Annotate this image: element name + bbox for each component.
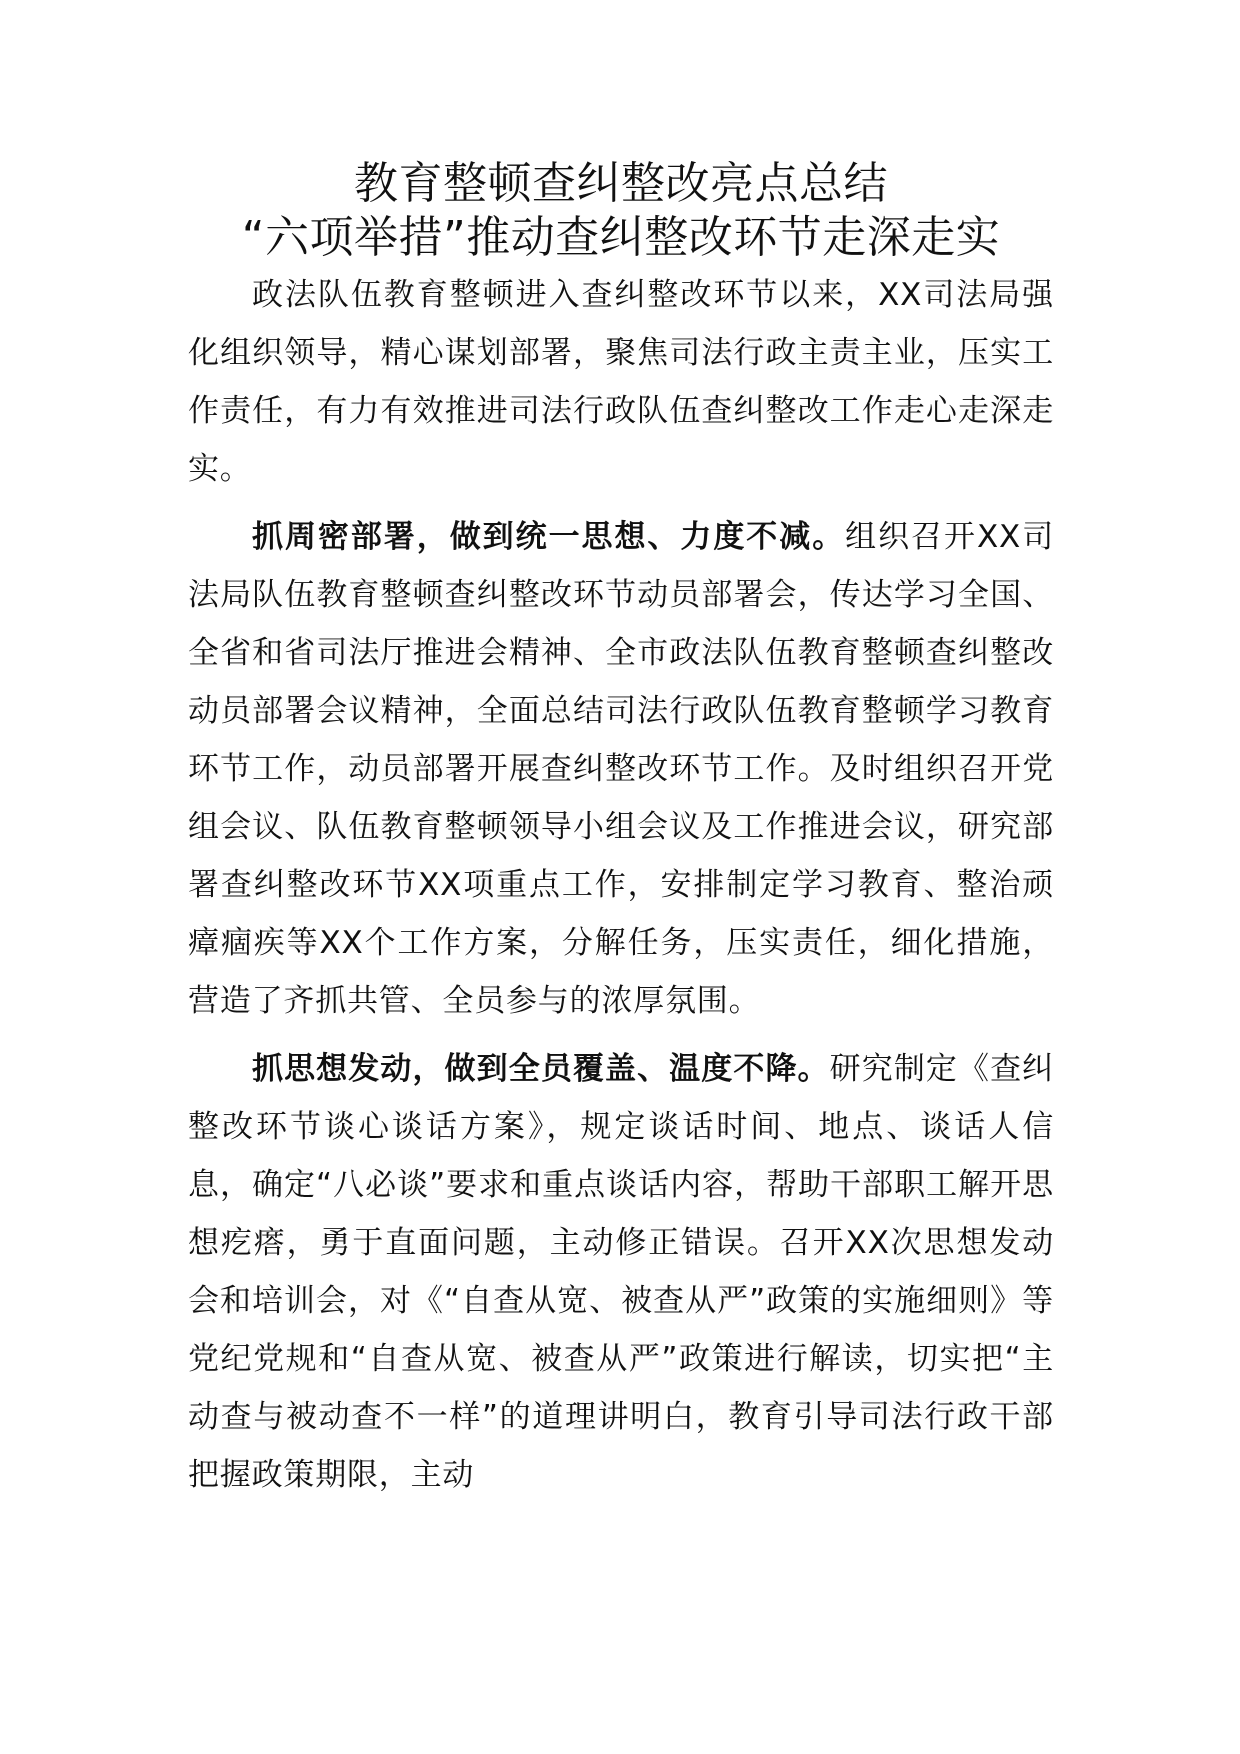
paragraph-intro xyxy=(188,266,1054,498)
paragraph-mobilization xyxy=(188,1040,1054,1504)
document-title: 教育整顿查纠整改亮点总结 xyxy=(354,158,888,209)
document-subtitle: “六项举措”推动查纠整改环节走深走实 xyxy=(241,212,1001,263)
document-page xyxy=(188,158,1054,1504)
paragraph-deployment xyxy=(188,508,1054,1030)
paragraph-text: 政法队伍教育整顿进入查纠整改环节以来，XX司法局强化组织领导，精心谋划部署，聚焦司法行政主责主业，压实工作责任，有力有效推进司法行政队伍查纠整改工作走心走深走实。 xyxy=(188,277,1054,487)
paragraph-text: 研究制定《查纠整改环节谈心谈话方案》，规定谈话时间、地点、谈话人信息，确定“八必谈”要求和重点谈话内容，帮助干部职工解开思想疙瘩，勇于直面问题，主动修正错误。召开XX次思想发动会和培训会，对《“自查从宽、被查从严”政策的实施细则》等党纪党规和“自查从宽、被查从严”政策进行解读，切实把“主动查与被动查不一样”的道理讲明白，教育引导司法行政干部把握政策期限，主动 xyxy=(188,1051,1054,1493)
paragraph-text: 组织召开XX司法局队伍教育整顿查纠整改环节动员部署会，传达学习全国、全省和省司法厅推进会精神、全市政法队伍教育整顿查纠整改动员部署会议精神，全面总结司法行政队伍教育整顿学习教育环节工作，动员部署开展查纠整改环节工作。及时组织召开党组会议、队伍教育整顿领导小组会议及工作推进会议，研究部署查纠整改环节XX项重点工作，安排制定学习教育、整治顽瘴痼疾等XX个工作方案，分解任务，压实责任，细化措施，营造了齐抓共管、全员参与的浓厚氛围。 xyxy=(188,519,1054,1019)
paragraph-lead: 抓思想发动，做到全员覆盖、温度不降。 xyxy=(252,1051,830,1087)
paragraph-lead: 抓周密部署，做到统一思想、力度不减。 xyxy=(252,519,846,555)
